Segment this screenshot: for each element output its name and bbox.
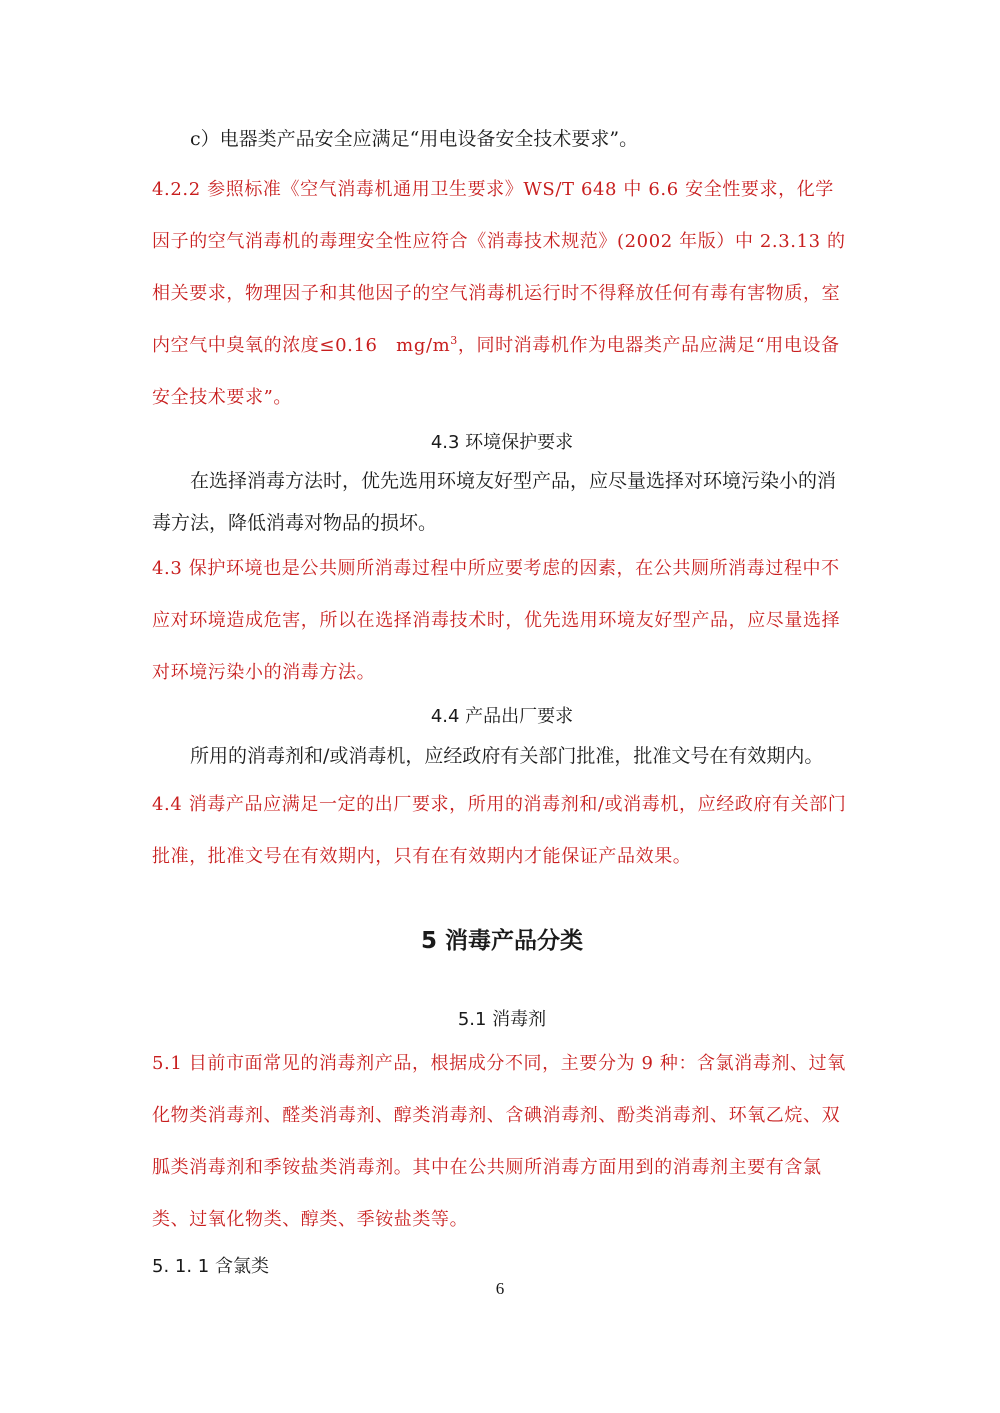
item-c-text: c）电器类产品安全应满足“用电设备安全技术要求”。 — [190, 128, 639, 150]
annotation-4-2-2-part1: 4.2.2 参照标准《空气消毒机通用卫生要求》WS/T 648 中 6.6 安全性要求，化学因子的空气消毒机的毒理安全性应符合《消毒技术规范》(2002 年版）中 2.3.13 的相关要求，物理因子和其他因子的空气消毒机运行时不得释放任何有毒有害物质，室内空气中臭氧的浓度≤0.16 mg/m — [152, 179, 846, 356]
heading-5: 5 消毒产品分类 — [420, 928, 583, 954]
annotation-4-2-2-part2: ，同时消毒机作为电器类产品应满足“用电设备安全技术要求”。 — [152, 335, 840, 408]
body-4-3: 在选择消毒方法时，优先选用环境友好型产品，应尽量选择对环境污染小的消毒方法，降低消毒对物品的损坏。 — [152, 470, 837, 534]
annotation-4-3: 4.3 保护环境也是公共厕所消毒过程中所应要考虑的因素，在公共厕所消毒过程中不应对环境造成危害，所以在选择消毒技术时，优先选用环境友好型产品，应尽量选择对环境污染小的消毒方法。 — [152, 558, 841, 683]
annotation-5-1: 5.1 目前市面常见的消毒剂产品，根据成分不同，主要分为 9 种：含氯消毒剂、过氧化物类消毒剂、醛类消毒剂、醇类消毒剂、含碘消毒剂、酚类消毒剂、环氧乙烷、双胍类消毒剂和季铵盐类消毒剂。其中在公共厕所消毒方面用到的消毒剂主要有含氯类、过氧化物类、醇类、季铵盐类等。 — [152, 1053, 846, 1230]
heading-4-4: 4.4 产品出厂要求 — [430, 706, 574, 727]
heading-5-1: 5.1 消毒剂 — [457, 1009, 547, 1030]
annotation-4-4: 4.4 消毒产品应满足一定的出厂要求，所用的消毒剂和/或消毒机，应经政府有关部门批准，批准文号在有效期内，只有在有效期内才能保证产品效果。 — [152, 794, 847, 867]
unit-superscript: 3 — [450, 334, 458, 347]
body-4-4: 所用的消毒剂和/或消毒机，应经政府有关部门批准，批准文号在有效期内。 — [190, 745, 824, 767]
annotation-4-2-2 — [152, 164, 852, 424]
heading-4-3: 4.3 环境保护要求 — [430, 432, 574, 453]
heading-5-1-1: 5. 1. 1 含氯类 — [152, 1256, 269, 1277]
page-number: 6 — [495, 1279, 505, 1298]
